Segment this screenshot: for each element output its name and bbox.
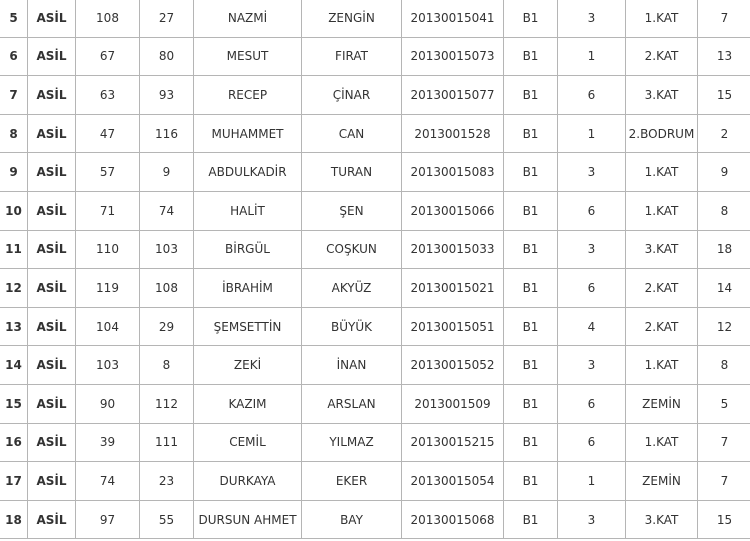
class-cell: B1 bbox=[504, 191, 558, 230]
class-cell: B1 bbox=[504, 462, 558, 501]
table-row bbox=[0, 384, 750, 423]
last-name-cell: BÜYÜK bbox=[302, 307, 402, 346]
last-name-cell: ZENGİN bbox=[302, 0, 402, 37]
floor-cell: 1.KAT bbox=[626, 153, 698, 192]
col3-cell: 108 bbox=[76, 0, 140, 37]
first-name-cell: ABDULKADİR bbox=[194, 153, 302, 192]
last-name-cell: YILMAZ bbox=[302, 423, 402, 462]
table-row bbox=[0, 307, 750, 346]
id-number-cell: 20130015054 bbox=[402, 462, 504, 501]
col3-cell: 47 bbox=[76, 114, 140, 153]
id-number-cell: 20130015041 bbox=[402, 0, 504, 37]
col11-cell: 12 bbox=[698, 307, 750, 346]
col4-cell: 27 bbox=[140, 0, 194, 37]
col9-cell: 6 bbox=[558, 384, 626, 423]
row-number-cell: 5 bbox=[0, 0, 28, 37]
col3-cell: 63 bbox=[76, 76, 140, 115]
status-cell: ASİL bbox=[28, 269, 76, 308]
row-number-cell: 14 bbox=[0, 346, 28, 385]
col11-cell: 2 bbox=[698, 114, 750, 153]
class-cell: B1 bbox=[504, 114, 558, 153]
last-name-cell: ÇİNAR bbox=[302, 76, 402, 115]
class-cell: B1 bbox=[504, 0, 558, 37]
status-cell: ASİL bbox=[28, 153, 76, 192]
col3-cell: 90 bbox=[76, 384, 140, 423]
id-number-cell: 20130015077 bbox=[402, 76, 504, 115]
col3-cell: 110 bbox=[76, 230, 140, 269]
col4-cell: 8 bbox=[140, 346, 194, 385]
col4-cell: 103 bbox=[140, 230, 194, 269]
floor-cell: 3.KAT bbox=[626, 230, 698, 269]
col11-cell: 18 bbox=[698, 230, 750, 269]
last-name-cell: AKYÜZ bbox=[302, 269, 402, 308]
col4-cell: 93 bbox=[140, 76, 194, 115]
first-name-cell: DURKAYA bbox=[194, 462, 302, 501]
first-name-cell: BİRGÜL bbox=[194, 230, 302, 269]
first-name-cell: DURSUN AHMET bbox=[194, 500, 302, 539]
first-name-cell: ZEKİ bbox=[194, 346, 302, 385]
col4-cell: 9 bbox=[140, 153, 194, 192]
row-number-cell: 8 bbox=[0, 114, 28, 153]
first-name-cell: MESUT bbox=[194, 37, 302, 76]
row-number-cell: 15 bbox=[0, 384, 28, 423]
status-cell: ASİL bbox=[28, 307, 76, 346]
row-number-cell: 18 bbox=[0, 500, 28, 539]
floor-cell: 1.KAT bbox=[626, 346, 698, 385]
col9-cell: 1 bbox=[558, 37, 626, 76]
col4-cell: 80 bbox=[140, 37, 194, 76]
class-cell: B1 bbox=[504, 307, 558, 346]
col4-cell: 111 bbox=[140, 423, 194, 462]
row-number-cell: 10 bbox=[0, 191, 28, 230]
col4-cell: 116 bbox=[140, 114, 194, 153]
last-name-cell: BAY bbox=[302, 500, 402, 539]
col3-cell: 71 bbox=[76, 191, 140, 230]
first-name-cell: HALİT bbox=[194, 191, 302, 230]
table-row bbox=[0, 114, 750, 153]
row-number-cell: 16 bbox=[0, 423, 28, 462]
col9-cell: 3 bbox=[558, 153, 626, 192]
last-name-cell: FIRAT bbox=[302, 37, 402, 76]
class-cell: B1 bbox=[504, 153, 558, 192]
table-row bbox=[0, 0, 750, 37]
first-name-cell: CEMİL bbox=[194, 423, 302, 462]
col3-cell: 104 bbox=[76, 307, 140, 346]
id-number-cell: 2013001528 bbox=[402, 114, 504, 153]
last-name-cell: CAN bbox=[302, 114, 402, 153]
id-number-cell: 2013001509 bbox=[402, 384, 504, 423]
floor-cell: 2.BODRUM bbox=[626, 114, 698, 153]
col11-cell: 8 bbox=[698, 346, 750, 385]
col9-cell: 3 bbox=[558, 230, 626, 269]
row-number-cell: 6 bbox=[0, 37, 28, 76]
floor-cell: 1.KAT bbox=[626, 191, 698, 230]
first-name-cell: MUHAMMET bbox=[194, 114, 302, 153]
col11-cell: 7 bbox=[698, 0, 750, 37]
last-name-cell: EKER bbox=[302, 462, 402, 501]
col11-cell: 14 bbox=[698, 269, 750, 308]
col9-cell: 3 bbox=[558, 346, 626, 385]
id-number-cell: 20130015033 bbox=[402, 230, 504, 269]
col9-cell: 6 bbox=[558, 269, 626, 308]
floor-cell: 3.KAT bbox=[626, 500, 698, 539]
class-cell: B1 bbox=[504, 76, 558, 115]
table-row bbox=[0, 269, 750, 308]
status-cell: ASİL bbox=[28, 384, 76, 423]
table-row bbox=[0, 230, 750, 269]
status-cell: ASİL bbox=[28, 423, 76, 462]
col3-cell: 74 bbox=[76, 462, 140, 501]
status-cell: ASİL bbox=[28, 37, 76, 76]
id-number-cell: 20130015051 bbox=[402, 307, 504, 346]
col9-cell: 3 bbox=[558, 0, 626, 37]
table-row bbox=[0, 346, 750, 385]
col3-cell: 57 bbox=[76, 153, 140, 192]
col11-cell: 9 bbox=[698, 153, 750, 192]
col11-cell: 15 bbox=[698, 500, 750, 539]
col4-cell: 23 bbox=[140, 462, 194, 501]
last-name-cell: ŞEN bbox=[302, 191, 402, 230]
col11-cell: 7 bbox=[698, 462, 750, 501]
col9-cell: 1 bbox=[558, 462, 626, 501]
status-cell: ASİL bbox=[28, 346, 76, 385]
id-number-cell: 20130015073 bbox=[402, 37, 504, 76]
floor-cell: 2.KAT bbox=[626, 307, 698, 346]
first-name-cell: ŞEMSETTİN bbox=[194, 307, 302, 346]
col9-cell: 1 bbox=[558, 114, 626, 153]
floor-cell: ZEMİN bbox=[626, 462, 698, 501]
table-row bbox=[0, 76, 750, 115]
floor-cell: 1.KAT bbox=[626, 0, 698, 37]
class-cell: B1 bbox=[504, 37, 558, 76]
id-number-cell: 20130015066 bbox=[402, 191, 504, 230]
class-cell: B1 bbox=[504, 500, 558, 539]
status-cell: ASİL bbox=[28, 462, 76, 501]
first-name-cell: RECEP bbox=[194, 76, 302, 115]
col3-cell: 67 bbox=[76, 37, 140, 76]
col9-cell: 6 bbox=[558, 423, 626, 462]
first-name-cell: KAZIM bbox=[194, 384, 302, 423]
col4-cell: 55 bbox=[140, 500, 194, 539]
table-row bbox=[0, 423, 750, 462]
col11-cell: 7 bbox=[698, 423, 750, 462]
col9-cell: 6 bbox=[558, 76, 626, 115]
row-number-cell: 7 bbox=[0, 76, 28, 115]
id-number-cell: 20130015083 bbox=[402, 153, 504, 192]
col11-cell: 8 bbox=[698, 191, 750, 230]
col11-cell: 5 bbox=[698, 384, 750, 423]
col9-cell: 4 bbox=[558, 307, 626, 346]
status-cell: ASİL bbox=[28, 76, 76, 115]
table-row bbox=[0, 500, 750, 539]
class-cell: B1 bbox=[504, 346, 558, 385]
row-number-cell: 9 bbox=[0, 153, 28, 192]
status-cell: ASİL bbox=[28, 114, 76, 153]
status-cell: ASİL bbox=[28, 191, 76, 230]
floor-cell: 2.KAT bbox=[626, 37, 698, 76]
col3-cell: 119 bbox=[76, 269, 140, 308]
col4-cell: 74 bbox=[140, 191, 194, 230]
class-cell: B1 bbox=[504, 230, 558, 269]
col3-cell: 39 bbox=[76, 423, 140, 462]
status-cell: ASİL bbox=[28, 230, 76, 269]
id-number-cell: 20130015052 bbox=[402, 346, 504, 385]
status-cell: ASİL bbox=[28, 500, 76, 539]
first-name-cell: İBRAHİM bbox=[194, 269, 302, 308]
table-row bbox=[0, 37, 750, 76]
status-cell: ASİL bbox=[28, 0, 76, 37]
row-number-cell: 17 bbox=[0, 462, 28, 501]
row-number-cell: 11 bbox=[0, 230, 28, 269]
floor-cell: 1.KAT bbox=[626, 423, 698, 462]
first-name-cell: NAZMİ bbox=[194, 0, 302, 37]
col9-cell: 3 bbox=[558, 500, 626, 539]
row-number-cell: 13 bbox=[0, 307, 28, 346]
floor-cell: 2.KAT bbox=[626, 269, 698, 308]
table-row bbox=[0, 191, 750, 230]
col4-cell: 112 bbox=[140, 384, 194, 423]
last-name-cell: İNAN bbox=[302, 346, 402, 385]
col3-cell: 97 bbox=[76, 500, 140, 539]
last-name-cell: COŞKUN bbox=[302, 230, 402, 269]
col11-cell: 13 bbox=[698, 37, 750, 76]
table-row bbox=[0, 462, 750, 501]
floor-cell: 3.KAT bbox=[626, 76, 698, 115]
floor-cell: ZEMİN bbox=[626, 384, 698, 423]
last-name-cell: ARSLAN bbox=[302, 384, 402, 423]
table-row bbox=[0, 153, 750, 192]
col9-cell: 6 bbox=[558, 191, 626, 230]
class-cell: B1 bbox=[504, 384, 558, 423]
col11-cell: 15 bbox=[698, 76, 750, 115]
id-number-cell: 20130015021 bbox=[402, 269, 504, 308]
id-number-cell: 20130015215 bbox=[402, 423, 504, 462]
class-cell: B1 bbox=[504, 269, 558, 308]
class-cell: B1 bbox=[504, 423, 558, 462]
id-number-cell: 20130015068 bbox=[402, 500, 504, 539]
row-number-cell: 12 bbox=[0, 269, 28, 308]
last-name-cell: TURAN bbox=[302, 153, 402, 192]
col4-cell: 108 bbox=[140, 269, 194, 308]
col3-cell: 103 bbox=[76, 346, 140, 385]
col4-cell: 29 bbox=[140, 307, 194, 346]
